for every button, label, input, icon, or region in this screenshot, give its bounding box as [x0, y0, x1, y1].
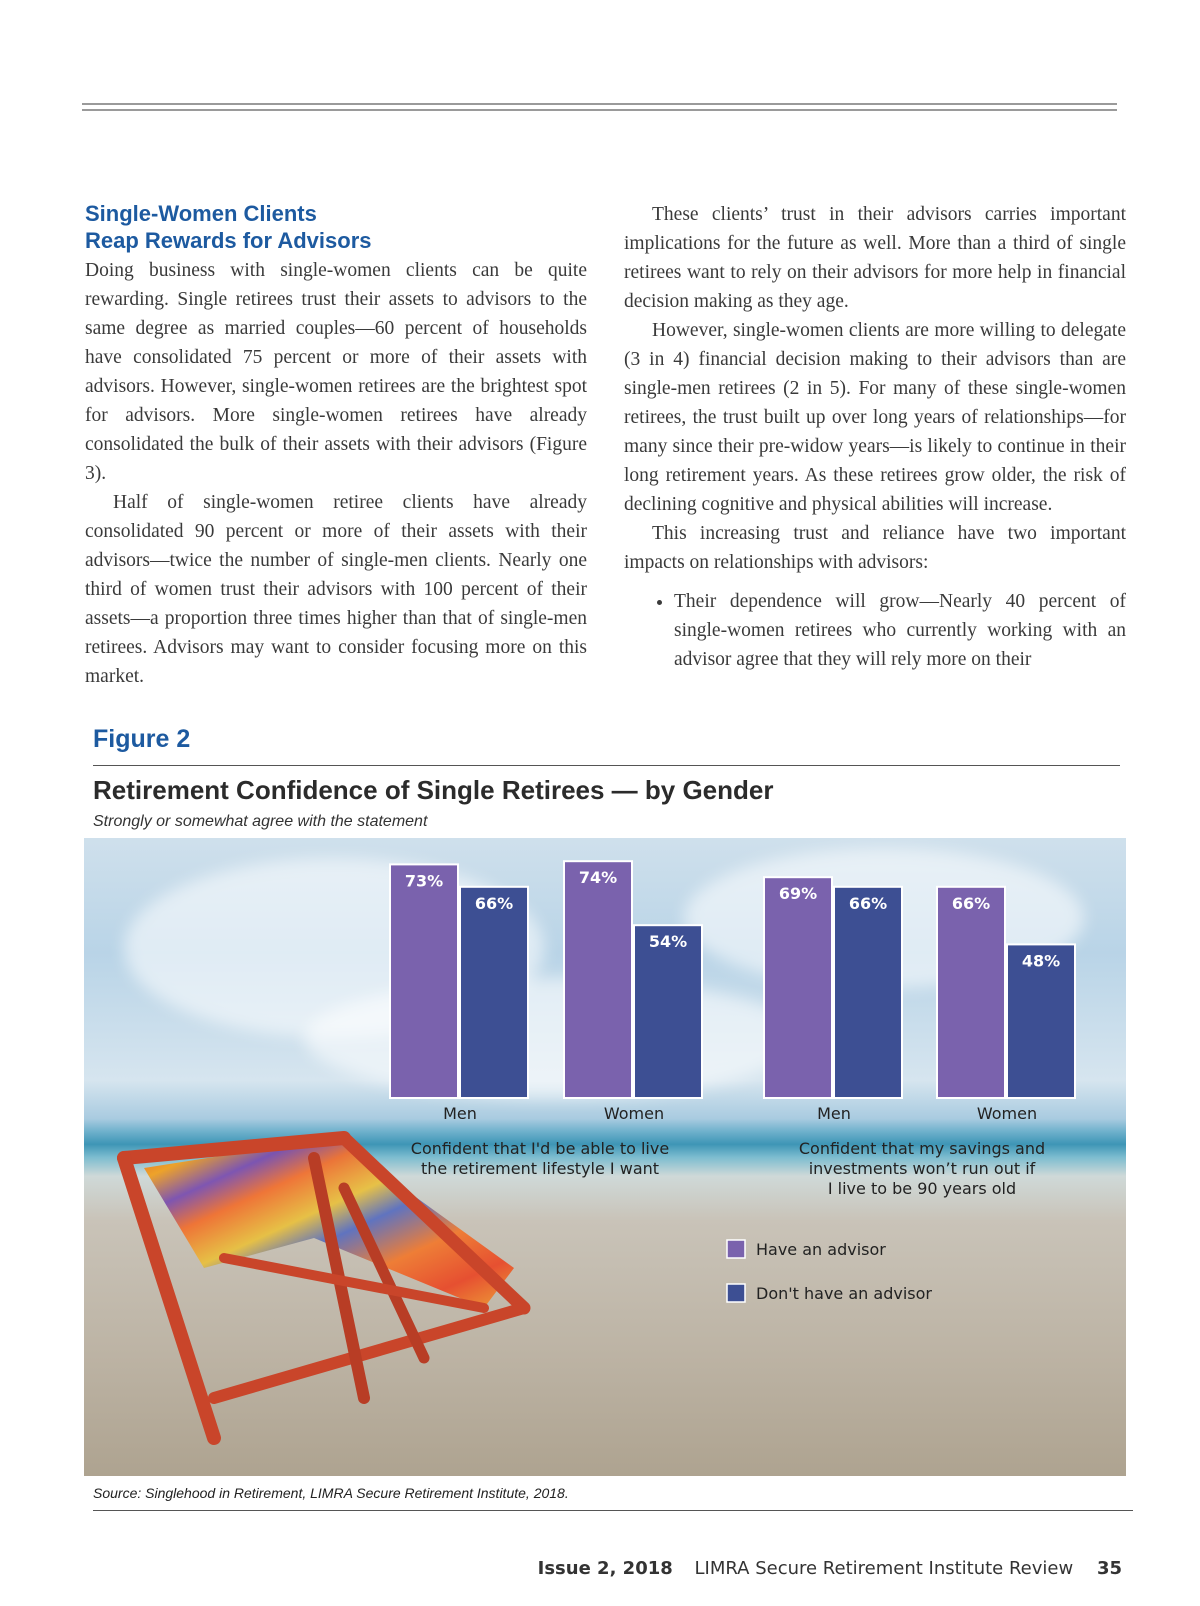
footer-issue: Issue 2, 2018 — [537, 1558, 673, 1579]
beach-chair-illustration — [124, 1138, 524, 1438]
top-double-rule — [82, 103, 1117, 111]
beach-chart-background — [84, 838, 1126, 1476]
bar-value-label: 74% — [578, 868, 618, 888]
legend-label-no-advisor: Don't have an advisor — [756, 1284, 932, 1303]
bar-have-advisor-men-2 — [764, 877, 832, 1098]
category-label-women-2: Women — [976, 1104, 1038, 1123]
bar-have-advisor-women-1 — [564, 861, 632, 1098]
legend-swatch-have-advisor — [727, 1240, 745, 1258]
category-label-men-2: Men — [817, 1104, 851, 1123]
figure-title: Retirement Confidence of Single Retirees — by Gender — [93, 775, 774, 805]
bar-no-advisor-men-0 — [460, 887, 528, 1098]
heading-line-1: Single-Women Clients — [85, 201, 317, 226]
left-paragraph-1: Doing business with single-women clients can be quite rewarding. Single retirees trust their assets to advisors to the same degree as married couples—60 percent of households have consolidated 75 percent or more of their assets with advisors. However, single-women retirees are the brightest spot for advisors. More single-women retirees have already consolidated the bulk of their assets with their advisors (Figure 3). — [85, 260, 587, 484]
chart-svg — [84, 838, 1126, 1476]
bullet-list — [624, 587, 1126, 674]
section-heading — [85, 200, 587, 254]
left-column — [85, 200, 587, 691]
page-number: 35 — [1096, 1558, 1122, 1579]
bar-no-advisor-men-2 — [834, 887, 902, 1098]
bar-value-label: 66% — [474, 893, 514, 913]
group-caption-2-line-2: investments won’t run out if — [808, 1159, 1036, 1178]
group-caption-2-line-1: Confident that my savings and — [798, 1139, 1046, 1158]
bar-value-label: 54% — [648, 932, 688, 952]
bar-have-advisor-men-0 — [390, 864, 458, 1098]
source-rule — [93, 1510, 1133, 1511]
right-paragraph-3: This increasing trust and reliance have two important impacts on relationships with advisors: — [624, 523, 1126, 573]
figure-label: Figure 2 — [93, 725, 191, 753]
right-column — [624, 200, 1126, 674]
group-caption-1-line-1: Confident that I'd be able to live — [410, 1139, 670, 1158]
category-label-women-1: Women — [603, 1104, 665, 1123]
left-paragraph-2: Half of single-women retiree clients have already consolidated 90 percent or more of their assets with their advisors—twice the number of single-men clients. Nearly one third of women trust their advisors with 100 percent of their assets—a proportion three times higher than that of single-men retirees. Advisors may want to consider focusing more on this market. — [85, 492, 587, 687]
heading-line-2: Reap Rewards for Advisors — [85, 228, 372, 253]
bar-value-label: 69% — [778, 884, 818, 904]
legend-label-have-advisor: Have an advisor — [756, 1240, 886, 1259]
bar-value-label: 73% — [404, 871, 444, 891]
footer-publication: LIMRA Secure Retirement Institute Review — [694, 1558, 1074, 1579]
right-paragraph-2: However, single-women clients are more willing to delegate (3 in 4) financial decision making to their advisors than are single-men retirees (2 in 5). For many of these single-women retirees, the trust built up over long years of relationships—for many since their pre-widow years—is likely to continue in their long retirement years. As these retirees grow older, the risk of declining cognitive and physical abilities will increase. — [624, 320, 1126, 515]
category-label-men-1: Men — [443, 1104, 477, 1123]
bar-value-label: 48% — [1021, 951, 1061, 971]
figure-subtitle: Strongly or somewhat agree with the statement — [93, 813, 428, 830]
figure-rule — [93, 765, 1120, 766]
legend-swatch-no-advisor — [727, 1284, 745, 1302]
bar-have-advisor-women-3 — [937, 887, 1005, 1098]
bar-value-label: 66% — [951, 893, 991, 913]
bar-value-label: 66% — [848, 893, 888, 913]
figure-source: Source: Singlehood in Retirement, LIMRA Secure Retirement Institute, 2018. — [93, 1485, 569, 1501]
page-footer — [0, 1558, 1122, 1579]
group-caption-1-line-2: the retirement lifestyle I want — [420, 1159, 660, 1178]
bullet-item-1: • Their dependence will grow—Nearly 40 percent of single-women retirees who currently working with an advisor agree that they will rely more on their — [674, 587, 1126, 674]
right-paragraph-1: These clients’ trust in their advisors carries important implications for the future as well. More than a third of single retirees want to rely on their advisors for more help in financial decision making as they age. — [624, 204, 1126, 312]
group-caption-2-line-3: I live to be 90 years old — [827, 1179, 1017, 1198]
